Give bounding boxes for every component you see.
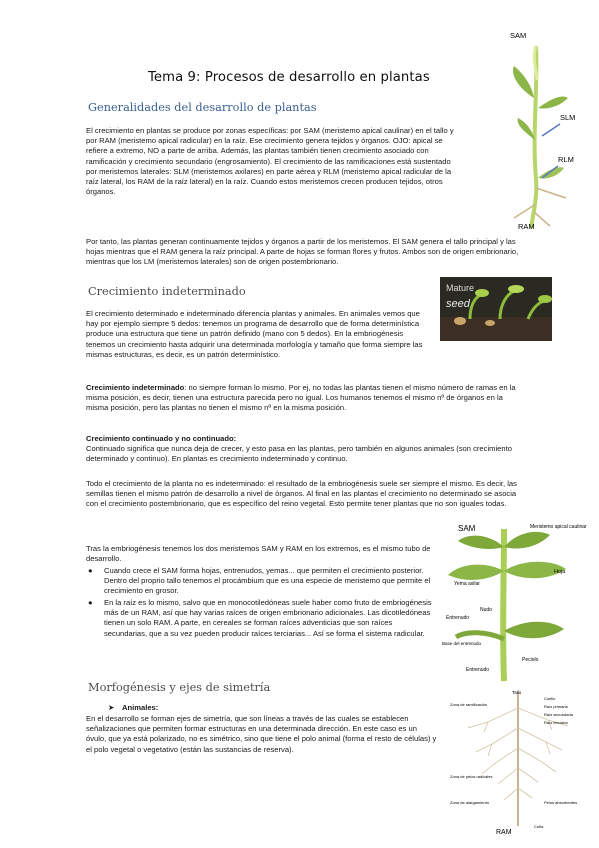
label-hoja: Hoja — [554, 569, 566, 575]
label-zona-ram: Zona de ramificación — [450, 702, 488, 707]
root-system-diagram — [448, 688, 588, 838]
roots — [514, 188, 566, 226]
paragraph: El crecimiento determinado e indeterminado diferencia plantas y animales. En animales vemos que hay por ejemplo siempre 5 dedos: tenemos un programa de desarrollo que de forma determinística produce una estructura que tiene un patrón definido (mano con 5 dedos). En la embriogénesis tenemos un crecimiento hasta adquirir una determinada morfología y tamaño que forma siempre las mismas estructuras, es decir, es un patrón determinístico. — [86, 309, 423, 359]
bullet-marker: ● — [88, 566, 93, 575]
leaf — [538, 167, 564, 178]
label-yema: Yema axilar — [454, 581, 480, 587]
label-tallo: Tallo — [512, 690, 522, 695]
leaf — [538, 96, 568, 108]
label-mature: Mature — [446, 283, 475, 293]
label-cuello: Cuello — [544, 696, 556, 701]
subheading-animales: Animales: — [122, 703, 159, 712]
paragraph: El crecimiento en plantas se produce por zonas específicas: por SAM (meristemo apical caulinar) en el tallo y por RAM (meristemo apical radicular) en la raíz. Ese crecimiento genera tejidos y órganos. OJO: apical se refiere a extremo, NO a parte de arriba. Además, las plantas también tienen crecimiento asociado con ramificación y crecimiento secundario (engrosamiento). El crecimiento de las ramificaciones está sustentado por meristemos laterales: SLM (meristemos axilares) en parte aérea y RLM (meristemo apical radicular de la raíz lateral, los RAM de la raíz lateral) en la raíz. Cuando estos meristemos crecen producen tejidos, otros órganos. — [86, 126, 454, 197]
stem-anatomy-diagram — [438, 519, 588, 682]
label-pelos: Zona de pelos radicales — [450, 774, 493, 779]
label-raiz-sec: Raíz secundaria — [544, 712, 573, 717]
label-meristemo: Meristemo apical caulinar — [530, 524, 587, 530]
label-cofia: Cofia — [534, 824, 544, 829]
label-peciolo: Peciolo — [522, 657, 539, 663]
paragraph: En el desarrollo se forman ejes de simetría, que son líneas a través de las cuales se establecen señalizaciones que permiten formar estructuras en una determinada dirección. En este caso es un óvulo, que ya está polarizado, no es simétrico, sino que tiene el polo animal (forma el resto de células) y el polo vegetal o vegetativo (están las sustancias de reserva). — [86, 714, 437, 754]
section-heading-crecimiento: Crecimiento indeterminado — [88, 285, 246, 298]
bullet-item: En la raíz es lo mismo, salvo que en monocotiledóneas suele haber como fruto de embriogénesis más de un RAM, así que hay varias raíces de origen embrionario adicionales. Las dicotiledóneas tienen un solo RAM. A parte, en cereales se forman raíces adventicias que son raíces secundarias, que a su vez pueden producir raíces terciarias... Así se forma el sistema radicular. — [104, 598, 432, 638]
label-ram: RAM — [496, 829, 512, 836]
label-zona-alarg: Zona de alargamiento — [450, 800, 489, 805]
label-entrenudo: Entrenudo — [466, 667, 490, 673]
leaf — [513, 66, 534, 98]
leaf — [518, 118, 535, 140]
bullet-item: Cuando crece el SAM forma hojas, entrenudos, yemas... que permiten el crecimiento posterior. Dentro del proprio tallo tenemos el procámbium que es una especie de meristemo que permite el crecimiento en grosor. — [104, 566, 431, 596]
label-sam: SAM — [458, 524, 476, 533]
bold-term: Crecimiento indeterminado — [86, 383, 185, 392]
text: : no siempre forman lo mismo. Por ej, no todas las plantas tienen el mismo número de ramas en la misma posición, es decir, tienen una estructura parecida pero no igual. Los humanos tenemos el mismo nº de órganos en la misma posición, pero las plantas no tienen el mismo nº en la misma posición. — [86, 383, 516, 413]
label-slm: SLM — [560, 113, 576, 122]
label-raiz-ter: Raíz terciaria — [544, 720, 568, 725]
label-entrenudo: Entrenudo — [446, 615, 470, 621]
paragraph: Por tanto, las plantas generan continuamente tejidos y órganos a partir de los meristemos. El SAM genera el tallo principal y las hojas mientras que el RAM genera la raíz principal. A parte de hojas se forman flores y frutos. Ambos son de origen embrionario, mientras que los LM (meristemos laterales) son de origen postembrionario. — [86, 237, 519, 267]
label-ram: RAM — [518, 222, 535, 231]
arrow — [542, 124, 560, 136]
document-title: Tema 9: Procesos de desarrollo en plantas — [148, 70, 430, 85]
section-heading-generalidades: Generalidades del desarrollo de plantas — [88, 101, 317, 114]
label-rlm: RLM — [558, 155, 574, 164]
label-seed: seed — [446, 298, 470, 310]
paragraph — [86, 383, 524, 414]
label-base: Base del entrenudo — [442, 641, 482, 646]
plant-meristem-diagram — [480, 28, 590, 233]
label-pelos-abs: Pelos absorbentes — [544, 800, 578, 805]
paragraph: Todo el crecimiento de la planta no es indeterminado: el resultado de la embriogénesis suele ser siempre el mismo. Es decir, las semillas tienen el mismo patrón de desarrollo a nivel de órganos. Al final en las plantas el crecimiento no determinado se asocia con el crecimiento postembrionario, que es específico del reino vegetal. Esto permite tener plantas que no son iguales todas. — [86, 479, 517, 509]
sprouting-seeds-photo — [440, 277, 552, 341]
label-raiz-prim: Raíz primaria — [544, 704, 568, 709]
paragraph — [86, 434, 524, 465]
label-sam: SAM — [510, 31, 527, 40]
arrow-bullet-icon: ➤ — [108, 703, 115, 712]
bold-term: Crecimiento continuado y no continuado: — [86, 434, 237, 443]
section-heading-morfogenesis: Morfogénesis y ejes de simetría — [88, 681, 271, 694]
paragraph: Tras la embriogénesis tenemos los dos meristemos SAM y RAM en los extremos, es el mismo tubo de desarrollo. — [86, 544, 431, 564]
bullet-marker: ● — [88, 598, 93, 607]
label-nudo: Nudo — [480, 607, 492, 613]
text: Continuado significa que nunca deja de crecer, y esto pasa en las plantas, pero también en algunos animales (son crecimiento determinado y continuo). En plantas es crecimiento indeterminado y continuo. — [86, 444, 512, 464]
